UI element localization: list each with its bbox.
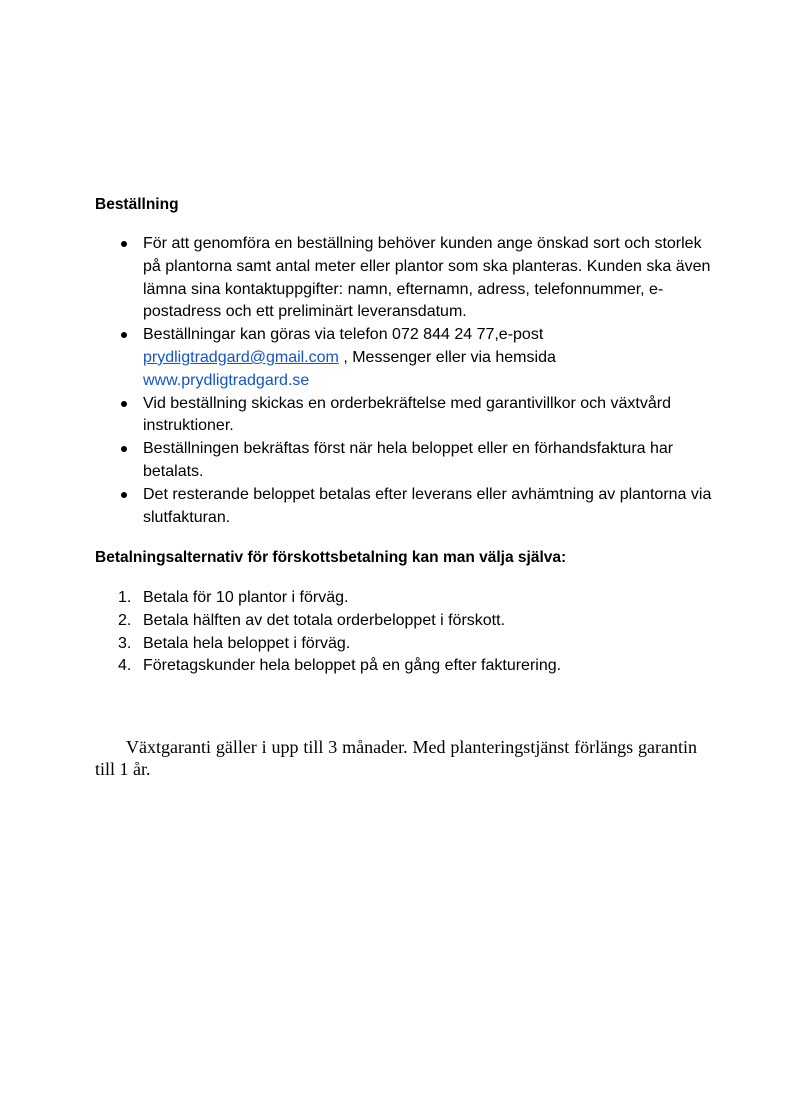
item-text: Betala hälften av det totala orderbeloppet i förskott.: [143, 611, 506, 629]
list-item: [118, 393, 718, 439]
order-bullet-list: [118, 233, 718, 529]
section-heading-payment: Betalningsalternativ för förskottsbetalning kan man välja själva:: [95, 549, 567, 566]
list-item: [118, 655, 718, 678]
item-number: 1.: [118, 589, 132, 606]
email-link[interactable]: prydligtradgard@gmail.com: [143, 348, 339, 366]
list-item: [118, 484, 718, 530]
item-number: 4.: [118, 657, 132, 675]
bullet-icon: [121, 492, 127, 498]
bullet-text: För att genomföra en beställning behöver kunden ange önskad sort och storlek på plantorna samt antal meter eller plantor som ska planteras. Kunden ska även lämna sina kontaktuppgifter: namn, efternamn, adress, telefonnummer, e-postadress och ett preliminärt leveransdatum.: [143, 235, 711, 321]
bullet-icon: [121, 241, 127, 247]
list-item: [118, 233, 718, 324]
bullet-icon: [121, 332, 127, 338]
list-item: [118, 324, 718, 392]
list-item: [118, 610, 718, 633]
bullet-icon: [121, 401, 127, 407]
bullet-text: Beställningen bekräftas först när hela beloppet eller en förhandsfaktura har betalats.: [143, 440, 674, 480]
bullet-text: Det resterande beloppet betalas efter leverans eller avhämtning av plantorna via slutfakturan.: [143, 485, 712, 526]
list-item: [118, 587, 718, 610]
bullet-text: Vid beställning skickas en orderbekräftelse med garantivillkor och växtvård instruktioner.: [143, 394, 671, 435]
bullet-text: Beställningar kan göras via telefon 072 844 24 77,e-post: [143, 326, 544, 344]
payment-options-list: [118, 587, 718, 678]
list-item: [118, 438, 718, 484]
section-heading-order: Beställning: [95, 196, 179, 213]
item-text: Företagskunder hela beloppet på en gång efter fakturering.: [143, 657, 562, 675]
item-number: 3.: [118, 634, 132, 652]
bullet-text: , Messenger eller via hemsida: [338, 348, 556, 366]
item-text: Betala för 10 plantor i förväg.: [143, 589, 349, 606]
website-link[interactable]: www.prydligtradgard.se: [143, 371, 310, 389]
guarantee-paragraph: Växtgaranti gäller i upp till 3 månader. Med planteringstjänst förlängs garantin till 1 år.: [95, 737, 697, 779]
item-number: 2.: [118, 611, 132, 629]
bullet-icon: [121, 446, 127, 452]
list-item: [118, 633, 718, 656]
item-text: Betala hela beloppet i förväg.: [143, 634, 351, 652]
